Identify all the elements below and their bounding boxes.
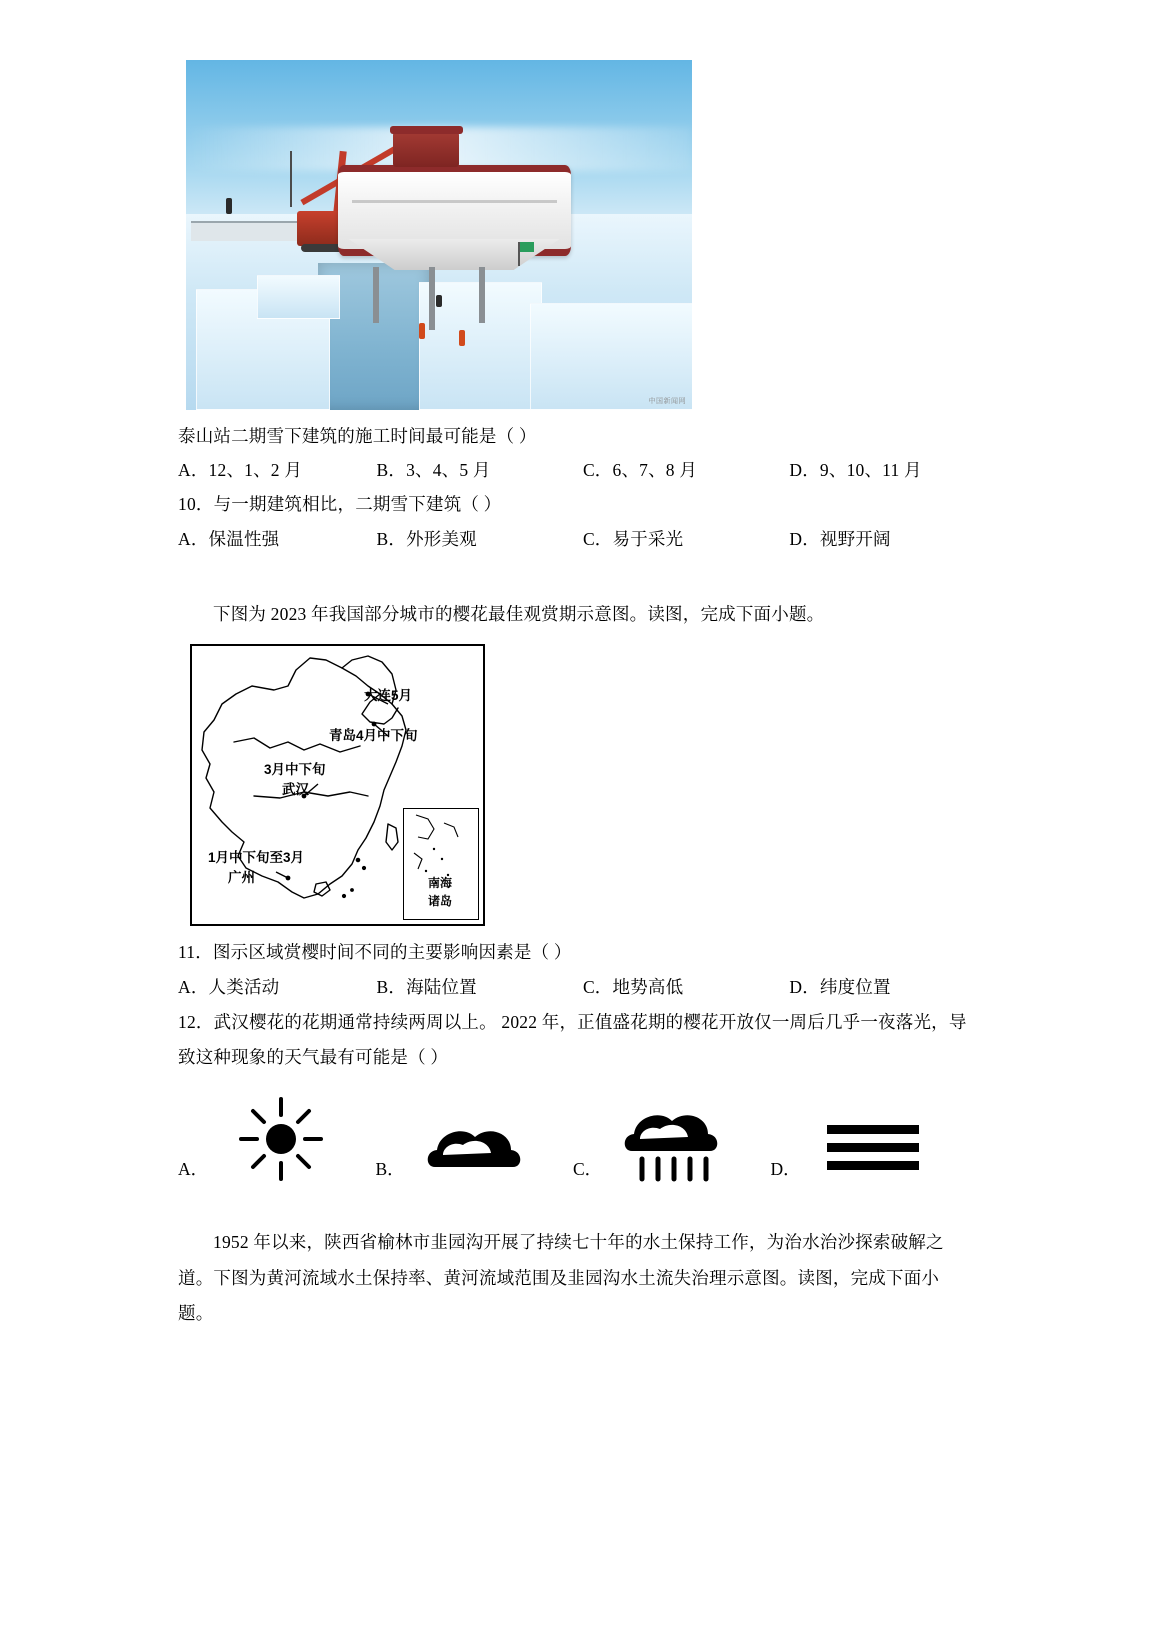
question-10-options [178, 522, 968, 557]
station-support-leg [373, 267, 379, 323]
page-content [178, 60, 968, 1332]
question-11-number: 11． [178, 942, 213, 963]
question-12-number: 12． [178, 1011, 214, 1032]
photo-credit: 中国新闻网 [648, 397, 686, 405]
crane-cable [290, 151, 292, 207]
cherry-passage: 下图为 2023 年我国部分城市的樱花最佳观赏期示意图。读图，完成下面小题。 [213, 603, 825, 624]
question-11-stem [178, 936, 968, 969]
question-12-option-a[interactable] [178, 1093, 376, 1185]
map-label-dalian: 大连5月 [364, 688, 413, 704]
question-11-option-b[interactable]: B．海陆位置 [376, 976, 477, 997]
loess-passage: 1952 年以来，陕西省榆林市韭园沟开展了持续七十年的水土保持工作，为治水治沙探索破解之道。下图为黄河流域水土保持率、黄河流域范围及韭园沟水土流失治理示意图。读图，完成下面小题。 [178, 1231, 944, 1324]
question-12-text: 武汉樱花的花期通常持续两周以上。 2022 年，正值盛花期的樱花开放仅一周后几乎一夜落光，导致这种现象的天气最有可能是（ ） [178, 1011, 967, 1067]
map-label-guangzhou-time: 1月中下旬至3月 [208, 850, 305, 866]
station-support-leg [479, 267, 485, 323]
question-12-option-b[interactable] [376, 1093, 574, 1185]
taishan-station-photo [186, 60, 692, 410]
question-11-option-a[interactable]: A．人类活动 [178, 976, 280, 997]
question-12-option-d-letter: D． [770, 1158, 801, 1179]
map-label-nanhai-2: 诸岛 [428, 894, 453, 909]
map-label-qingdao: 青岛4月中下旬 [329, 728, 418, 744]
map-label-wuhan-time: 3月中下旬 [264, 762, 326, 778]
station-support-leg [429, 267, 435, 330]
question-9-stem: 泰山站二期雪下建筑的施工时间最可能是（ ） [178, 426, 537, 446]
rain-icon [616, 1093, 734, 1185]
question-9-option-d[interactable]: D．9、10、11 月 [789, 460, 922, 481]
person-figure [459, 330, 465, 346]
question-11-option-c[interactable]: C．地势高低 [582, 976, 684, 997]
question-10-option-a[interactable]: A．保温性强 [178, 528, 280, 549]
question-9-options [178, 453, 968, 488]
question-10-option-b[interactable]: B．外形美观 [376, 528, 477, 549]
question-10-option-d[interactable]: D．视野开阔 [789, 528, 891, 549]
question-9-option-b[interactable]: B．3、4、5 月 [376, 460, 491, 481]
cloudy-icon [419, 1093, 537, 1185]
question-10-stem [178, 488, 968, 521]
question-12-options [178, 1093, 968, 1185]
person-figure [436, 295, 442, 307]
green-flag-icon [520, 242, 534, 252]
cherry-blossom-map [190, 644, 485, 926]
question-10-text: 与一期建筑相比，二期雪下建筑（ ） [213, 494, 502, 515]
station-roof-tower [393, 132, 459, 167]
question-9-option-a[interactable]: A．12、1、2 月 [178, 460, 303, 481]
person-figure [419, 323, 425, 339]
question-12-option-d[interactable] [771, 1093, 969, 1185]
question-10-option-c[interactable]: C．易于采光 [582, 528, 684, 549]
fog-icon [815, 1093, 933, 1185]
map-label-guangzhou: 广州 [228, 870, 255, 886]
map-label-nanhai-1: 南海 [428, 876, 453, 891]
sunny-icon [222, 1093, 340, 1185]
question-11-text: 图示区域赏樱时间不同的主要影响因素是（ ） [212, 942, 572, 963]
photo-snow-block [257, 275, 340, 319]
map-label-wuhan: 武汉 [282, 782, 309, 798]
question-12-option-c[interactable] [573, 1093, 771, 1185]
question-12-option-c-letter: C． [573, 1158, 603, 1179]
question-9-option-c[interactable]: C．6、7、8 月 [582, 460, 698, 481]
question-11-option-d[interactable]: D．纬度位置 [789, 976, 891, 997]
person-figure [226, 198, 232, 214]
question-11-options [178, 970, 968, 1005]
question-10-number: 10． [178, 494, 214, 515]
question-12-option-b-letter: B． [375, 1158, 405, 1179]
question-12-option-a-letter: A． [178, 1158, 209, 1179]
photo-snow-block [530, 303, 692, 410]
photo-platform [191, 221, 302, 241]
question-12-stem [178, 1005, 968, 1075]
